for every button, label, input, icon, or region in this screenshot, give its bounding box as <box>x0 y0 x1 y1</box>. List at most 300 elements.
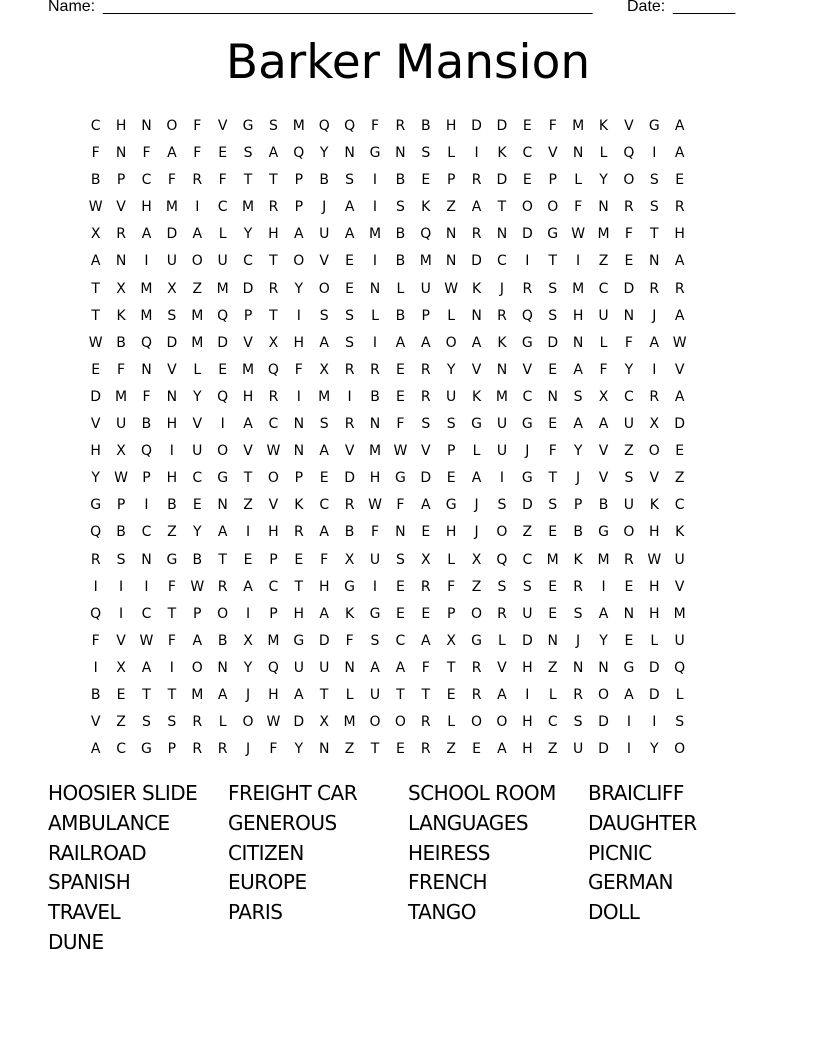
grid-letter[interactable]: D <box>471 253 482 270</box>
grid-letter[interactable]: E <box>624 253 634 270</box>
grid-letter[interactable]: X <box>116 443 126 460</box>
grid-letter[interactable]: R <box>293 524 304 541</box>
grid-letter[interactable]: N <box>217 497 228 514</box>
grid-letter[interactable]: S <box>116 551 126 568</box>
grid-letter[interactable]: D <box>293 714 305 731</box>
grid-letter[interactable]: M <box>140 307 153 324</box>
grid-letter[interactable]: G <box>166 551 178 568</box>
grid-letter[interactable]: S <box>497 497 507 514</box>
grid-letter[interactable]: U <box>319 659 330 676</box>
grid-letter[interactable]: G <box>445 497 457 514</box>
grid-letter[interactable]: B <box>395 226 406 243</box>
grid-letter[interactable]: D <box>521 497 533 514</box>
grid-letter[interactable]: P <box>573 497 583 514</box>
grid-letter[interactable]: Z <box>116 714 126 731</box>
grid-letter[interactable]: N <box>344 659 355 676</box>
grid-letter[interactable]: D <box>242 280 254 297</box>
grid-letter[interactable]: I <box>169 443 174 460</box>
grid-letter[interactable]: Y <box>91 470 100 487</box>
grid-letter[interactable]: E <box>192 497 202 514</box>
grid-letter[interactable]: W <box>368 497 382 514</box>
grid-letter[interactable]: R <box>674 280 685 297</box>
grid-letter[interactable]: A <box>141 659 152 676</box>
grid-letter[interactable]: R <box>674 199 685 216</box>
grid-letter[interactable]: U <box>369 686 381 703</box>
grid-letter[interactable]: L <box>396 280 405 297</box>
grid-letter[interactable]: Y <box>294 280 304 297</box>
grid-letter[interactable]: Y <box>599 172 608 189</box>
grid-letter[interactable]: H <box>268 226 279 243</box>
grid-letter[interactable]: E <box>395 388 405 405</box>
grid-letter[interactable]: O <box>445 334 457 351</box>
grid-letter[interactable]: O <box>496 714 508 731</box>
grid-letter[interactable]: Q <box>318 118 330 134</box>
grid-letter[interactable]: S <box>421 145 431 162</box>
grid-letter[interactable]: E <box>345 280 355 297</box>
grid-letter[interactable]: Q <box>217 307 229 324</box>
grid-letter[interactable]: Z <box>522 524 533 541</box>
grid-letter[interactable]: F <box>218 172 227 189</box>
grid-letter[interactable]: O <box>471 714 483 731</box>
grid-letter[interactable]: G <box>521 470 533 487</box>
grid-letter[interactable]: B <box>598 497 609 514</box>
grid-letter[interactable]: E <box>675 443 685 460</box>
grid-letter[interactable]: P <box>116 497 126 514</box>
grid-letter[interactable]: N <box>141 361 152 378</box>
grid-letter[interactable]: A <box>395 334 406 351</box>
grid-letter[interactable]: S <box>243 145 253 162</box>
grid-letter[interactable]: O <box>267 470 279 487</box>
grid-letter[interactable]: N <box>344 145 355 162</box>
grid-letter[interactable]: A <box>674 145 685 162</box>
grid-letter[interactable]: R <box>471 686 482 703</box>
grid-letter[interactable]: A <box>243 416 253 433</box>
grid-letter[interactable]: A <box>649 334 660 351</box>
grid-letter[interactable]: X <box>420 551 431 568</box>
grid-letter[interactable]: F <box>167 632 176 649</box>
grid-letter[interactable]: B <box>167 497 177 514</box>
grid-letter[interactable]: A <box>471 470 482 487</box>
grid-letter[interactable]: B <box>116 524 126 541</box>
grid-letter[interactable]: W <box>393 443 408 460</box>
grid-letter[interactable]: S <box>345 172 355 189</box>
grid-letter[interactable]: Z <box>446 199 456 216</box>
grid-letter[interactable]: J <box>576 470 581 487</box>
grid-letter[interactable]: M <box>419 253 432 270</box>
grid-letter[interactable]: S <box>548 497 558 514</box>
grid-letter[interactable]: Y <box>624 361 634 378</box>
grid-letter[interactable]: I <box>372 199 378 216</box>
grid-letter[interactable]: U <box>192 443 203 460</box>
grid-letter[interactable]: D <box>674 416 686 433</box>
grid-letter[interactable]: C <box>116 741 126 758</box>
grid-letter[interactable]: F <box>167 578 176 595</box>
grid-letter[interactable]: H <box>318 578 330 595</box>
grid-letter[interactable]: D <box>90 388 102 405</box>
grid-letter[interactable]: V <box>268 497 279 514</box>
grid-letter[interactable]: L <box>599 334 608 351</box>
grid-letter[interactable]: R <box>268 280 279 297</box>
grid-letter[interactable]: I <box>195 199 200 216</box>
grid-letter[interactable]: G <box>217 470 229 487</box>
grid-letter[interactable]: N <box>318 741 330 758</box>
grid-letter[interactable]: H <box>242 388 254 405</box>
grid-letter[interactable]: N <box>471 307 482 324</box>
grid-letter[interactable]: X <box>649 416 660 433</box>
grid-letter[interactable]: E <box>446 686 456 703</box>
grid-letter[interactable]: O <box>674 741 686 758</box>
grid-letter[interactable]: U <box>446 388 457 405</box>
grid-letter[interactable]: D <box>166 334 178 351</box>
grid-letter[interactable]: X <box>243 632 253 649</box>
grid-letter[interactable]: W <box>190 578 205 595</box>
grid-letter[interactable]: Z <box>547 659 558 676</box>
grid-letter[interactable]: R <box>344 361 355 378</box>
grid-letter[interactable]: D <box>598 741 609 758</box>
grid-letter[interactable]: K <box>471 388 482 405</box>
grid-letter[interactable]: I <box>626 741 631 758</box>
grid-letter[interactable]: T <box>142 686 151 703</box>
grid-letter[interactable]: T <box>548 470 557 487</box>
grid-letter[interactable]: I <box>372 578 378 595</box>
grid-letter[interactable]: G <box>471 416 482 433</box>
grid-letter[interactable]: B <box>116 334 126 351</box>
grid-letter[interactable]: F <box>370 118 380 134</box>
grid-letter[interactable]: P <box>421 307 430 324</box>
grid-letter[interactable]: C <box>90 118 101 134</box>
grid-letter[interactable]: A <box>192 226 203 243</box>
grid-letter[interactable]: V <box>522 361 533 378</box>
grid-letter[interactable]: P <box>294 172 304 189</box>
grid-letter[interactable]: M <box>241 361 255 378</box>
grid-letter[interactable]: M <box>115 388 128 405</box>
grid-letter[interactable]: E <box>345 253 355 270</box>
grid-letter[interactable]: D <box>496 172 508 189</box>
grid-letter[interactable]: S <box>497 578 507 595</box>
grid-letter[interactable]: S <box>573 605 583 622</box>
grid-letter[interactable]: H <box>674 226 685 243</box>
grid-letter[interactable]: O <box>496 524 508 541</box>
grid-letter[interactable]: P <box>269 605 278 622</box>
grid-letter[interactable]: T <box>269 172 278 189</box>
grid-letter[interactable]: Q <box>217 388 229 405</box>
grid-letter[interactable]: G <box>521 334 533 351</box>
grid-letter[interactable]: J <box>322 199 327 216</box>
grid-letter[interactable]: T <box>294 578 304 595</box>
grid-letter[interactable]: U <box>420 280 431 297</box>
grid-letter[interactable]: N <box>445 226 457 243</box>
grid-letter[interactable]: C <box>217 199 228 216</box>
grid-letter[interactable]: E <box>91 361 101 378</box>
grid-letter[interactable]: F <box>294 361 303 378</box>
grid-letter[interactable]: D <box>648 686 660 703</box>
grid-letter[interactable]: I <box>144 497 149 514</box>
grid-letter[interactable]: I <box>347 388 352 405</box>
grid-letter[interactable]: A <box>674 118 685 134</box>
grid-letter[interactable]: N <box>369 280 381 297</box>
grid-letter[interactable]: Z <box>192 280 203 297</box>
grid-letter[interactable]: P <box>446 443 456 460</box>
grid-letter[interactable]: H <box>649 578 660 595</box>
grid-letter[interactable]: N <box>496 226 508 243</box>
grid-letter[interactable]: G <box>141 741 152 758</box>
grid-letter[interactable]: C <box>141 605 152 622</box>
grid-letter[interactable]: A <box>319 443 329 460</box>
grid-letter[interactable]: A <box>90 741 101 758</box>
grid-letter[interactable]: A <box>573 361 583 378</box>
grid-letter[interactable]: G <box>598 524 609 541</box>
grid-letter[interactable]: Y <box>599 632 608 649</box>
grid-letter[interactable]: D <box>166 226 178 243</box>
grid-letter[interactable]: P <box>142 470 151 487</box>
grid-letter[interactable]: F <box>142 388 151 405</box>
grid-letter[interactable]: C <box>598 280 609 297</box>
grid-letter[interactable]: C <box>522 145 533 162</box>
grid-letter[interactable]: O <box>369 714 381 731</box>
grid-letter[interactable]: N <box>141 551 152 568</box>
grid-letter[interactable]: I <box>296 388 301 405</box>
grid-letter[interactable]: L <box>548 686 557 703</box>
grid-letter[interactable]: N <box>115 253 127 270</box>
grid-letter[interactable]: N <box>572 334 584 351</box>
grid-letter[interactable]: H <box>522 741 533 758</box>
grid-letter[interactable]: G <box>90 497 102 514</box>
grid-letter[interactable]: N <box>547 388 558 405</box>
grid-letter[interactable]: A <box>598 605 609 622</box>
grid-letter[interactable]: V <box>90 416 101 433</box>
grid-letter[interactable]: L <box>472 443 481 460</box>
grid-letter[interactable]: I <box>93 659 98 676</box>
grid-letter[interactable]: Z <box>598 253 609 270</box>
grid-letter[interactable]: N <box>293 443 305 460</box>
grid-letter[interactable]: S <box>319 307 329 324</box>
grid-letter[interactable]: A <box>90 253 101 270</box>
grid-letter[interactable]: Z <box>243 497 253 514</box>
grid-letter[interactable]: V <box>344 443 355 460</box>
grid-letter[interactable]: R <box>344 497 355 514</box>
grid-letter[interactable]: I <box>652 714 657 731</box>
grid-letter[interactable]: S <box>142 714 151 731</box>
grid-letter[interactable]: E <box>218 145 228 162</box>
grid-letter[interactable]: M <box>597 226 610 243</box>
grid-letter[interactable]: V <box>243 443 253 460</box>
grid-letter[interactable]: D <box>598 714 609 731</box>
grid-letter[interactable]: N <box>395 145 406 162</box>
grid-letter[interactable]: W <box>647 551 662 568</box>
grid-letter[interactable]: U <box>623 416 635 433</box>
grid-letter[interactable]: G <box>344 578 356 595</box>
grid-letter[interactable]: F <box>447 578 456 595</box>
grid-letter[interactable]: A <box>370 659 380 676</box>
grid-letter[interactable]: F <box>91 632 100 649</box>
grid-letter[interactable]: H <box>141 199 152 216</box>
grid-letter[interactable]: I <box>93 578 98 595</box>
grid-letter[interactable]: T <box>319 686 329 703</box>
grid-letter[interactable]: T <box>218 551 227 568</box>
grid-letter[interactable]: D <box>318 632 330 649</box>
grid-letter[interactable]: B <box>90 686 101 703</box>
grid-letter[interactable]: O <box>217 605 229 622</box>
grid-letter[interactable]: S <box>345 307 355 324</box>
grid-letter[interactable]: B <box>192 551 203 568</box>
grid-letter[interactable]: A <box>344 226 355 243</box>
grid-letter[interactable]: G <box>369 145 381 162</box>
grid-letter[interactable]: W <box>88 199 103 216</box>
grid-letter[interactable]: S <box>649 172 659 189</box>
grid-letter[interactable]: D <box>521 632 533 649</box>
grid-letter[interactable]: I <box>601 578 606 595</box>
grid-letter[interactable]: I <box>296 307 301 324</box>
grid-letter[interactable]: M <box>673 605 686 622</box>
grid-letter[interactable]: A <box>395 659 406 676</box>
grid-letter[interactable]: F <box>167 172 176 189</box>
grid-letter[interactable]: Q <box>674 659 686 676</box>
grid-letter[interactable]: S <box>446 416 456 433</box>
grid-letter[interactable]: M <box>191 686 204 703</box>
grid-letter[interactable]: P <box>294 470 304 487</box>
grid-letter[interactable]: J <box>499 280 505 297</box>
grid-letter[interactable]: G <box>242 118 254 134</box>
grid-letter[interactable]: P <box>269 551 278 568</box>
grid-letter[interactable]: A <box>573 416 583 433</box>
grid-letter[interactable]: Z <box>547 741 558 758</box>
grid-letter[interactable]: O <box>217 443 229 460</box>
grid-letter[interactable]: S <box>395 199 405 216</box>
grid-letter[interactable]: A <box>192 632 203 649</box>
grid-letter[interactable]: G <box>547 226 559 243</box>
grid-letter[interactable]: E <box>522 172 532 189</box>
grid-letter[interactable]: L <box>193 361 202 378</box>
grid-letter[interactable]: M <box>546 551 559 568</box>
grid-letter[interactable]: U <box>522 605 533 622</box>
grid-letter[interactable]: C <box>522 551 533 568</box>
grid-letter[interactable]: I <box>144 578 149 595</box>
grid-letter[interactable]: Q <box>267 361 279 378</box>
grid-letter[interactable]: Z <box>471 578 482 595</box>
grid-letter[interactable]: A <box>141 226 152 243</box>
grid-letter[interactable]: E <box>522 118 532 134</box>
grid-letter[interactable]: T <box>370 741 380 758</box>
grid-letter[interactable]: F <box>396 497 405 514</box>
grid-letter[interactable]: H <box>268 524 279 541</box>
grid-letter[interactable]: I <box>652 361 657 378</box>
grid-letter[interactable]: K <box>598 118 609 134</box>
grid-letter[interactable]: Y <box>192 524 202 541</box>
grid-letter[interactable]: X <box>344 551 355 568</box>
grid-letter[interactable]: F <box>345 632 354 649</box>
grid-letter[interactable]: M <box>165 199 178 216</box>
grid-letter[interactable]: M <box>597 551 610 568</box>
grid-letter[interactable]: O <box>521 199 533 216</box>
grid-letter[interactable]: X <box>471 551 482 568</box>
grid-letter[interactable]: Y <box>650 741 659 758</box>
grid-letter[interactable]: O <box>471 605 483 622</box>
grid-letter[interactable]: V <box>167 361 177 378</box>
grid-letter[interactable]: L <box>447 145 456 162</box>
grid-letter[interactable]: H <box>293 334 305 351</box>
grid-letter[interactable]: S <box>421 416 431 433</box>
grid-letter[interactable]: A <box>243 578 253 595</box>
grid-letter[interactable]: E <box>243 551 253 568</box>
grid-letter[interactable]: O <box>293 253 305 270</box>
grid-letter[interactable]: N <box>623 605 635 622</box>
grid-letter[interactable]: I <box>220 416 225 433</box>
grid-letter[interactable]: H <box>166 416 178 433</box>
grid-letter[interactable]: I <box>169 659 174 676</box>
grid-letter[interactable]: H <box>293 605 305 622</box>
grid-letter[interactable]: M <box>572 280 585 297</box>
grid-letter[interactable]: C <box>243 253 253 270</box>
grid-letter[interactable]: E <box>548 578 558 595</box>
grid-letter[interactable]: W <box>444 280 459 297</box>
grid-letter[interactable]: Z <box>674 470 685 487</box>
grid-letter[interactable]: V <box>217 118 228 134</box>
grid-letter[interactable]: R <box>192 172 203 189</box>
grid-letter[interactable]: T <box>497 199 507 216</box>
grid-letter[interactable]: L <box>650 632 659 649</box>
grid-letter[interactable]: R <box>370 361 380 378</box>
grid-letter[interactable]: V <box>598 470 609 487</box>
grid-letter[interactable]: N <box>166 388 178 405</box>
grid-letter[interactable]: Q <box>521 307 533 324</box>
grid-letter[interactable]: V <box>624 118 634 134</box>
grid-letter[interactable]: Q <box>623 145 635 162</box>
grid-letter[interactable]: M <box>191 334 204 351</box>
grid-letter[interactable]: O <box>623 524 635 541</box>
grid-letter[interactable]: O <box>191 253 203 270</box>
grid-letter[interactable]: H <box>572 307 584 324</box>
grid-letter[interactable]: J <box>245 686 251 703</box>
grid-letter[interactable]: C <box>674 497 685 514</box>
grid-letter[interactable]: F <box>396 416 405 433</box>
grid-letter[interactable]: B <box>90 172 101 189</box>
grid-letter[interactable]: E <box>395 578 405 595</box>
grid-letter[interactable]: M <box>368 443 382 460</box>
grid-letter[interactable]: H <box>649 524 660 541</box>
grid-letter[interactable]: K <box>116 307 126 324</box>
grid-letter[interactable]: M <box>318 388 331 405</box>
grid-letter[interactable]: Q <box>90 605 102 622</box>
grid-letter[interactable]: F <box>269 741 278 758</box>
grid-letter[interactable]: P <box>446 172 456 189</box>
grid-letter[interactable]: L <box>447 714 456 731</box>
grid-letter[interactable]: M <box>495 388 508 405</box>
grid-letter[interactable]: U <box>674 551 685 568</box>
grid-letter[interactable]: A <box>471 334 482 351</box>
grid-letter[interactable]: U <box>319 226 330 243</box>
grid-letter[interactable]: U <box>572 741 584 758</box>
grid-letter[interactable]: N <box>649 253 660 270</box>
grid-letter[interactable]: V <box>420 443 431 460</box>
grid-letter[interactable]: D <box>547 334 559 351</box>
grid-letter[interactable]: E <box>624 632 634 649</box>
grid-letter[interactable]: P <box>548 172 557 189</box>
grid-letter[interactable]: L <box>599 145 608 162</box>
grid-letter[interactable]: W <box>571 226 586 243</box>
grid-letter[interactable]: A <box>167 145 177 162</box>
grid-letter[interactable]: F <box>624 334 633 351</box>
grid-letter[interactable]: V <box>90 714 101 731</box>
grid-letter[interactable]: A <box>497 741 507 758</box>
grid-letter[interactable]: X <box>116 280 126 297</box>
grid-letter[interactable]: Z <box>344 741 355 758</box>
grid-letter[interactable]: G <box>394 470 406 487</box>
grid-letter[interactable]: I <box>372 334 378 351</box>
grid-letter[interactable]: B <box>344 524 355 541</box>
grid-letter[interactable]: Y <box>294 741 304 758</box>
grid-letter[interactable]: F <box>193 145 202 162</box>
grid-letter[interactable]: A <box>294 686 304 703</box>
